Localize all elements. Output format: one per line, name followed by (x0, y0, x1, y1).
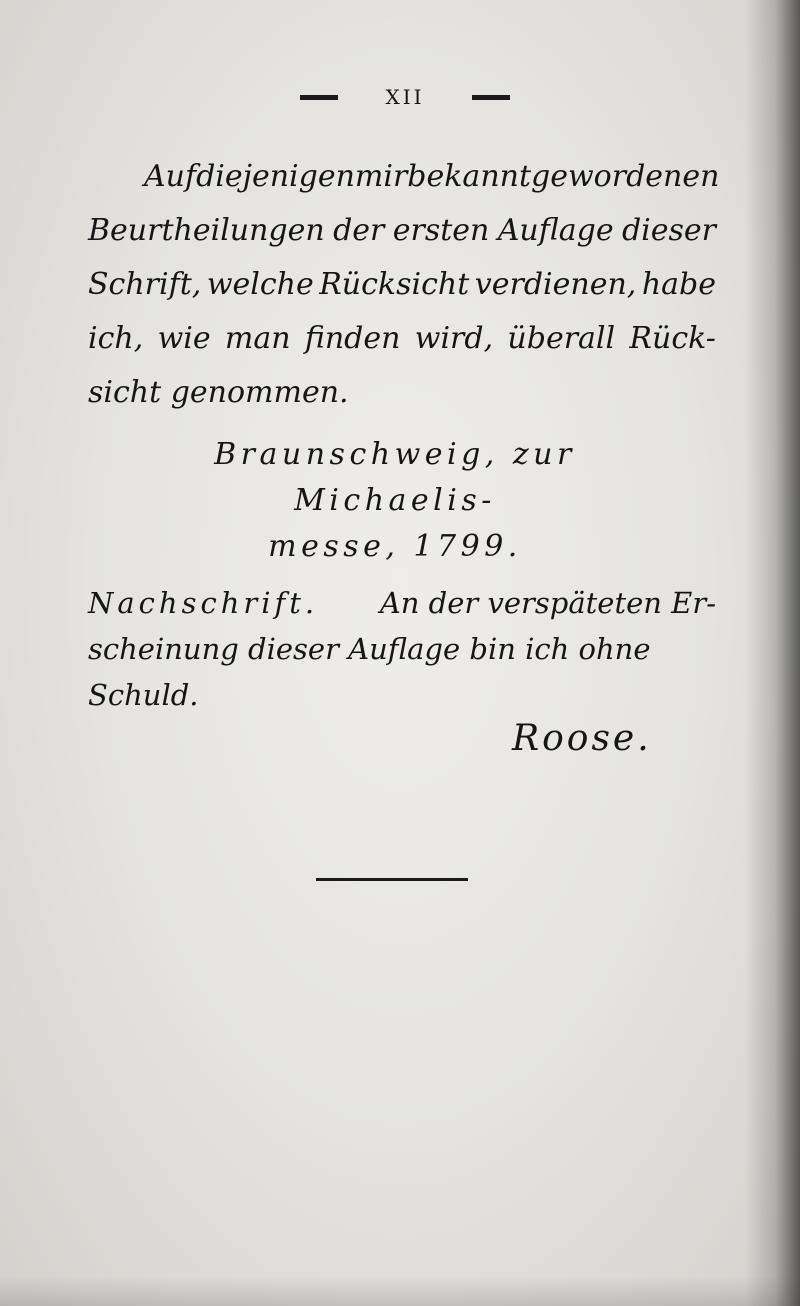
word: dieser (621, 213, 716, 248)
word: verdienen, (474, 267, 637, 302)
word: Auflage (497, 213, 614, 248)
postscript-label: Nachschrift. (88, 586, 319, 620)
paragraph-line (88, 204, 716, 258)
header-dash-right (472, 95, 510, 100)
word: bekannt (407, 159, 532, 194)
preface-paragraph (88, 150, 720, 420)
word: ich, (88, 321, 144, 356)
word: welche (206, 267, 314, 302)
word: ersten (392, 213, 490, 248)
author-signature: Roose. (512, 718, 652, 759)
page-bottom-shadow (0, 1276, 800, 1306)
word: diejenigen (196, 159, 355, 194)
word: Auf (144, 159, 197, 194)
postscript (88, 580, 716, 718)
word: man (224, 321, 291, 356)
word: wird, (414, 321, 494, 356)
paragraph-line (88, 312, 716, 366)
page-number: XII (385, 85, 425, 109)
place-and-date (110, 432, 680, 570)
closing-rule (316, 878, 468, 881)
word: finden (304, 321, 401, 356)
postscript-line (88, 580, 716, 626)
postscript-text: An der verspäteten Er- (379, 586, 716, 620)
paragraph-line (88, 150, 720, 204)
word: habe (641, 267, 716, 302)
word: der (333, 213, 385, 248)
word: genommen. (170, 375, 349, 410)
word: wie (157, 321, 211, 356)
header-dash-left (300, 95, 338, 100)
word: überall (507, 321, 616, 356)
word: Beurtheilungen (88, 213, 325, 248)
place-line: Braunschweig, zur Michaelis- (214, 437, 576, 518)
postscript-line: scheinung dieser Auflage bin ich ohne Schuld. (88, 632, 651, 712)
word: Schrift, (88, 267, 202, 302)
word: gewordenen (531, 159, 720, 194)
date-line: messe, 1799. (268, 529, 522, 564)
paragraph-line (88, 258, 716, 312)
word: sicht (88, 375, 162, 410)
word: Rück- (629, 321, 716, 356)
paragraph-line (88, 366, 716, 420)
word: mir (354, 159, 408, 194)
word: Rücksicht (319, 267, 470, 302)
page-header (300, 82, 510, 112)
page-edge-shadow (745, 0, 800, 1306)
